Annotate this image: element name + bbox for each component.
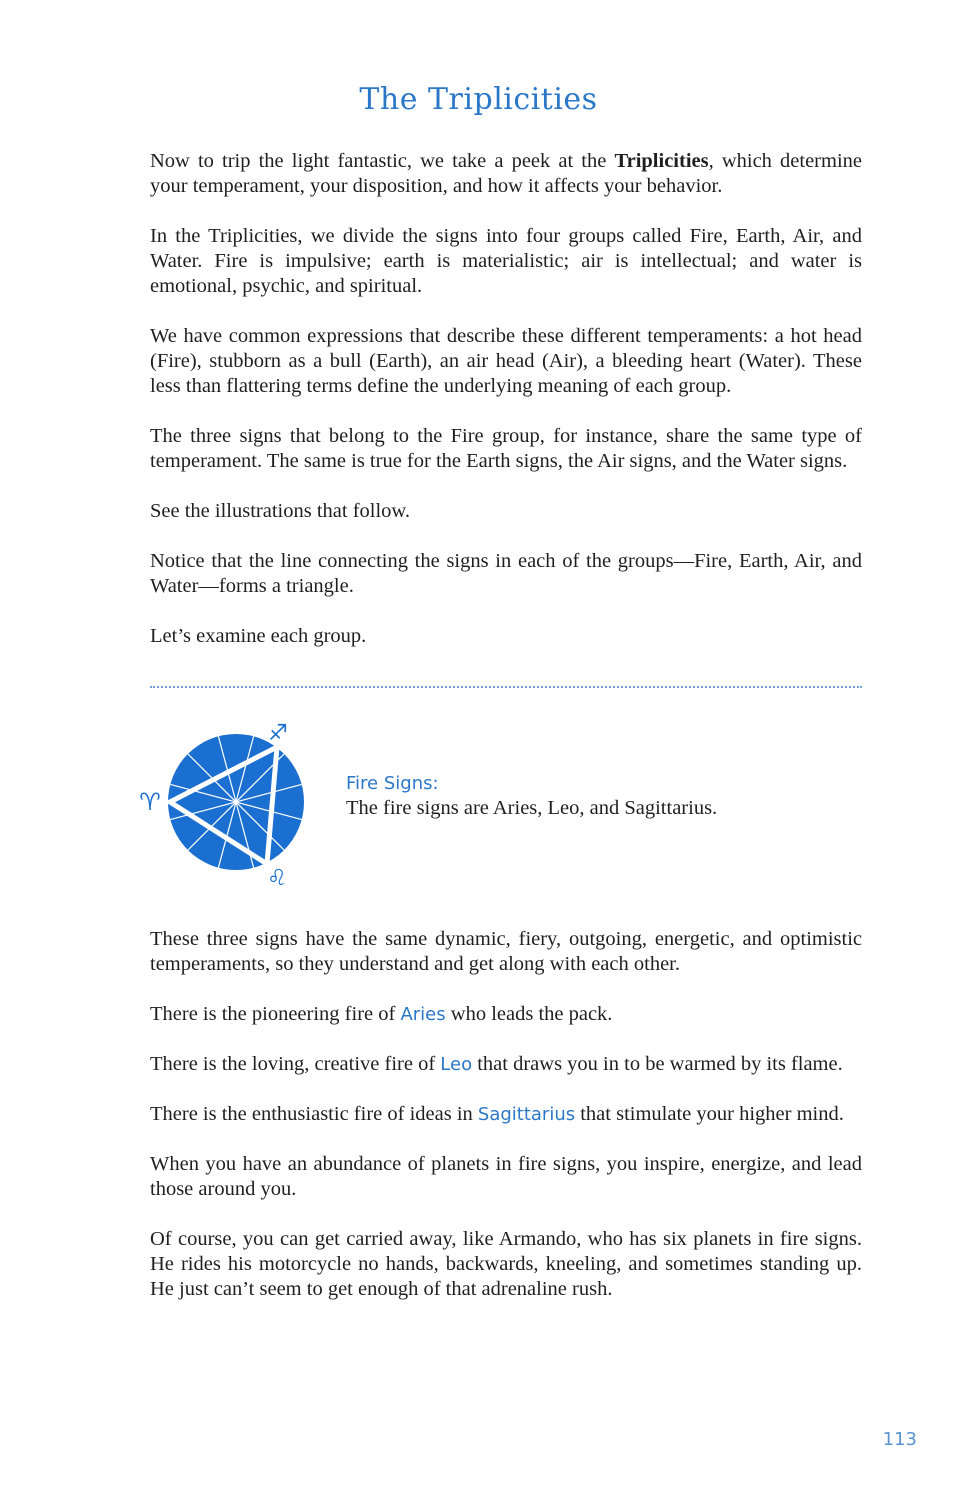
aries-sentence-start: There is the pioneering fire of bbox=[150, 1003, 401, 1025]
intro-paragraph-4: The three signs that belong to the Fire group, for instance, share the same type of temperament. The same is true for the Earth signs, the Air signs, and the Water signs. bbox=[150, 425, 862, 472]
page-number: 113 bbox=[882, 1429, 917, 1450]
fire-paragraph-1: These three signs have the same dynamic, fiery, outgoing, energetic, and optimistic temperaments, so they understand and get along with each other. bbox=[150, 928, 862, 975]
fire-paragraph-3 bbox=[150, 1052, 862, 1077]
fire-triangle-wheel-illustration bbox=[136, 714, 311, 890]
sagittarius-sentence-end: that stimulate your higher mind. bbox=[575, 1103, 844, 1125]
aries-sentence-end: who leads the pack. bbox=[445, 1003, 613, 1025]
triplicities-bold-term: Triplicities bbox=[614, 150, 709, 172]
intro-paragraph-6: Notice that the line connecting the signs in each of the groups—Fire, Earth, Air, and Water—forms a triangle. bbox=[150, 550, 862, 597]
fire-paragraph-2 bbox=[150, 1002, 862, 1027]
sagittarius-sentence-start: There is the enthusiastic fire of ideas in bbox=[150, 1103, 478, 1125]
fire-signs-caption-text: The fire signs are Aries, Leo, and Sagittarius. bbox=[346, 797, 718, 819]
fire-signs-caption bbox=[346, 771, 717, 821]
intro-section bbox=[150, 149, 862, 674]
leo-glyph-icon: ♌ bbox=[267, 866, 287, 890]
intro-paragraph-1 bbox=[150, 149, 862, 199]
intro-p1-text-end: , which determine your temperament, your disposition, and how it affects your behavior. bbox=[150, 150, 862, 197]
dotted-divider bbox=[150, 686, 862, 688]
intro-p1-text-start: Now to trip the light fantastic, we take a peek at the bbox=[150, 150, 615, 172]
intro-paragraph-7: Let’s examine each group. bbox=[150, 625, 367, 647]
fire-signs-label: Fire Signs: bbox=[346, 773, 439, 794]
fire-paragraph-4 bbox=[150, 1102, 862, 1127]
intro-paragraph-2: In the Triplicities, we divide the signs into four groups called Fire, Earth, Air, and Water. Fire is impulsive; earth is materialistic; air is intellectual; and water is emotional, psychic, and spiritual. bbox=[150, 225, 862, 297]
fire-section bbox=[150, 927, 862, 1327]
aries-sign-name: Aries bbox=[400, 1004, 446, 1025]
aries-glyph-icon: ♈ bbox=[139, 788, 161, 816]
page-title: The Triplicities bbox=[359, 82, 598, 117]
fire-paragraph-6: Of course, you can get carried away, like Armando, who has six planets in fire signs. He rides his motorcycle no hands, backwards, kneeling, and sometimes standing up. He just can’t seem to get enough of that adrenaline rush. bbox=[150, 1228, 862, 1300]
fire-paragraph-5: When you have an abundance of planets in fire signs, you inspire, energize, and lead those around you. bbox=[150, 1153, 862, 1200]
intro-paragraph-3: We have common expressions that describe these different temperaments: a hot head (Fire), stubborn as a bull (Earth), an air head (Air), a bleeding heart (Water). These less than flattering terms define the underlying meaning of each group. bbox=[150, 325, 862, 397]
leo-sign-name: Leo bbox=[440, 1054, 473, 1075]
sagittarius-sign-name: Sagittarius bbox=[477, 1104, 576, 1125]
leo-sentence-end: that draws you in to be warmed by its flame. bbox=[472, 1053, 843, 1075]
intro-paragraph-5: See the illustrations that follow. bbox=[150, 500, 411, 522]
leo-sentence-start: There is the loving, creative fire of bbox=[150, 1053, 441, 1075]
sagittarius-glyph-icon: ♐ bbox=[268, 721, 288, 746]
